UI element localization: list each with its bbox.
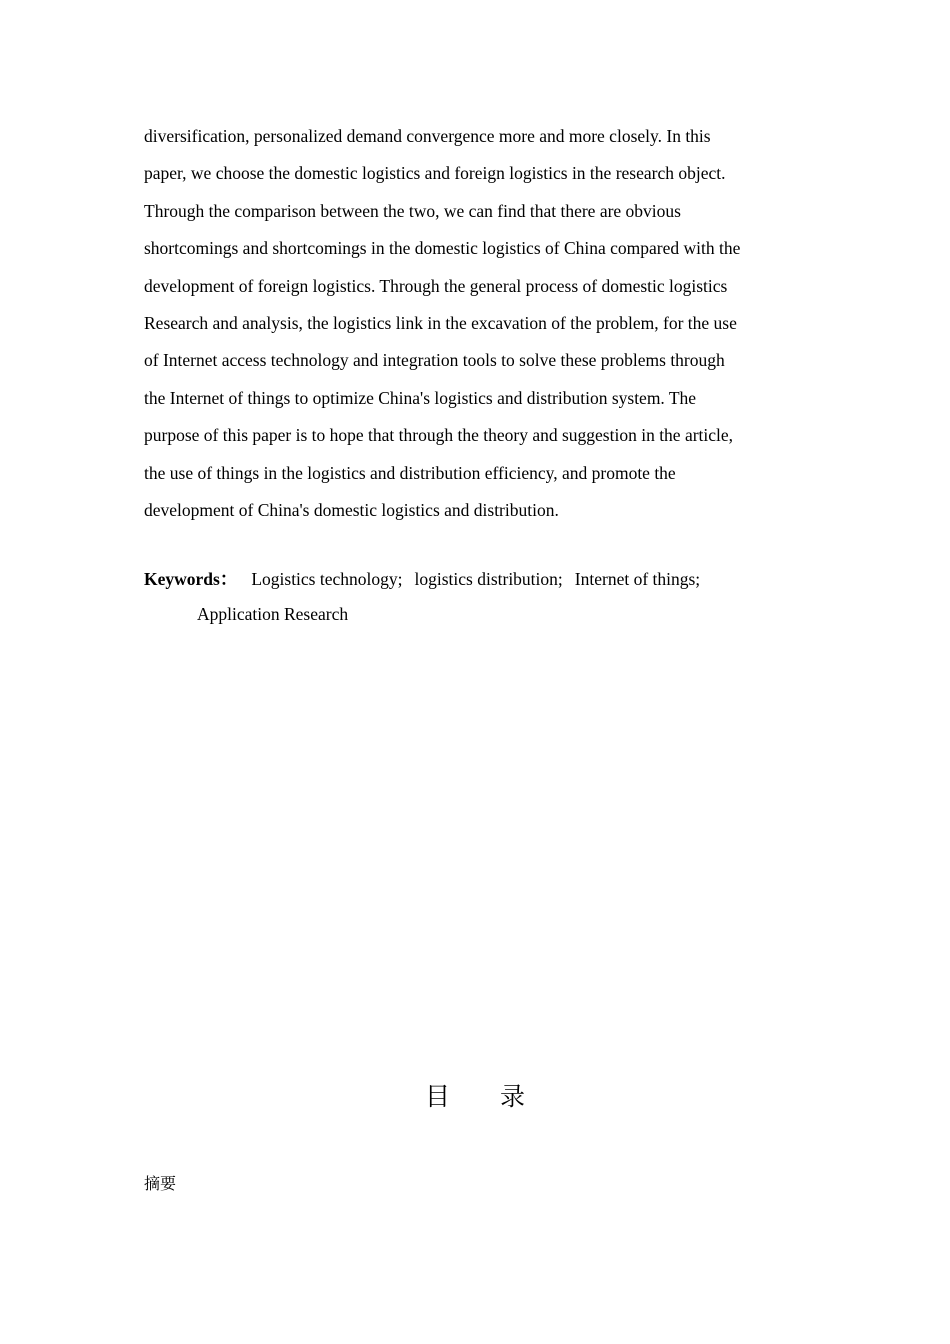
- abstract-line: purpose of this paper is to hope that through the theory and suggestion in the article,: [144, 425, 734, 446]
- keywords-row: [144, 562, 808, 597]
- keywords-row-continued: [144, 597, 808, 632]
- toc-title-char: 录: [500, 1082, 526, 1111]
- keyword-item: Logistics technology;: [251, 569, 403, 589]
- abstract-line: shortcomings and shortcomings in the domestic logistics of China compared with the: [144, 238, 741, 259]
- toc-entry-abstract[interactable]: 摘要: [144, 1174, 177, 1193]
- abstract-line: Research and analysis, the logistics link in the excavation of the problem, for the use: [144, 313, 737, 334]
- toc-title-char: 目: [424, 1082, 450, 1111]
- abstract-line: the Internet of things to optimize China's logistics and distribution system. The: [144, 387, 697, 408]
- abstract-line: development of China's domestic logistics and distribution.: [144, 500, 559, 521]
- abstract-line: development of foreign logistics. Through the general process of domestic logistics: [144, 275, 728, 296]
- abstract-line: of Internet access technology and integration tools to solve these problems through: [144, 350, 725, 371]
- keywords-label: Keywords：: [144, 569, 238, 589]
- keyword-item: Application Research: [197, 604, 349, 624]
- keyword-item: Internet of things;: [574, 569, 701, 589]
- abstract-line: Through the comparison between the two, we can find that there are obvious: [144, 200, 681, 221]
- abstract-line: paper, we choose the domestic logistics and foreign logistics in the research object.: [144, 163, 726, 184]
- toc-title: [0, 1080, 950, 1114]
- abstract-line: diversification, personalized demand convergence more and more closely. In this: [144, 126, 711, 146]
- abstract-line: the use of things in the logistics and distribution efficiency, and promote the: [144, 462, 676, 483]
- keyword-item: logistics distribution;: [414, 569, 563, 589]
- keywords-block: [144, 562, 808, 632]
- abstract-body: [144, 118, 808, 529]
